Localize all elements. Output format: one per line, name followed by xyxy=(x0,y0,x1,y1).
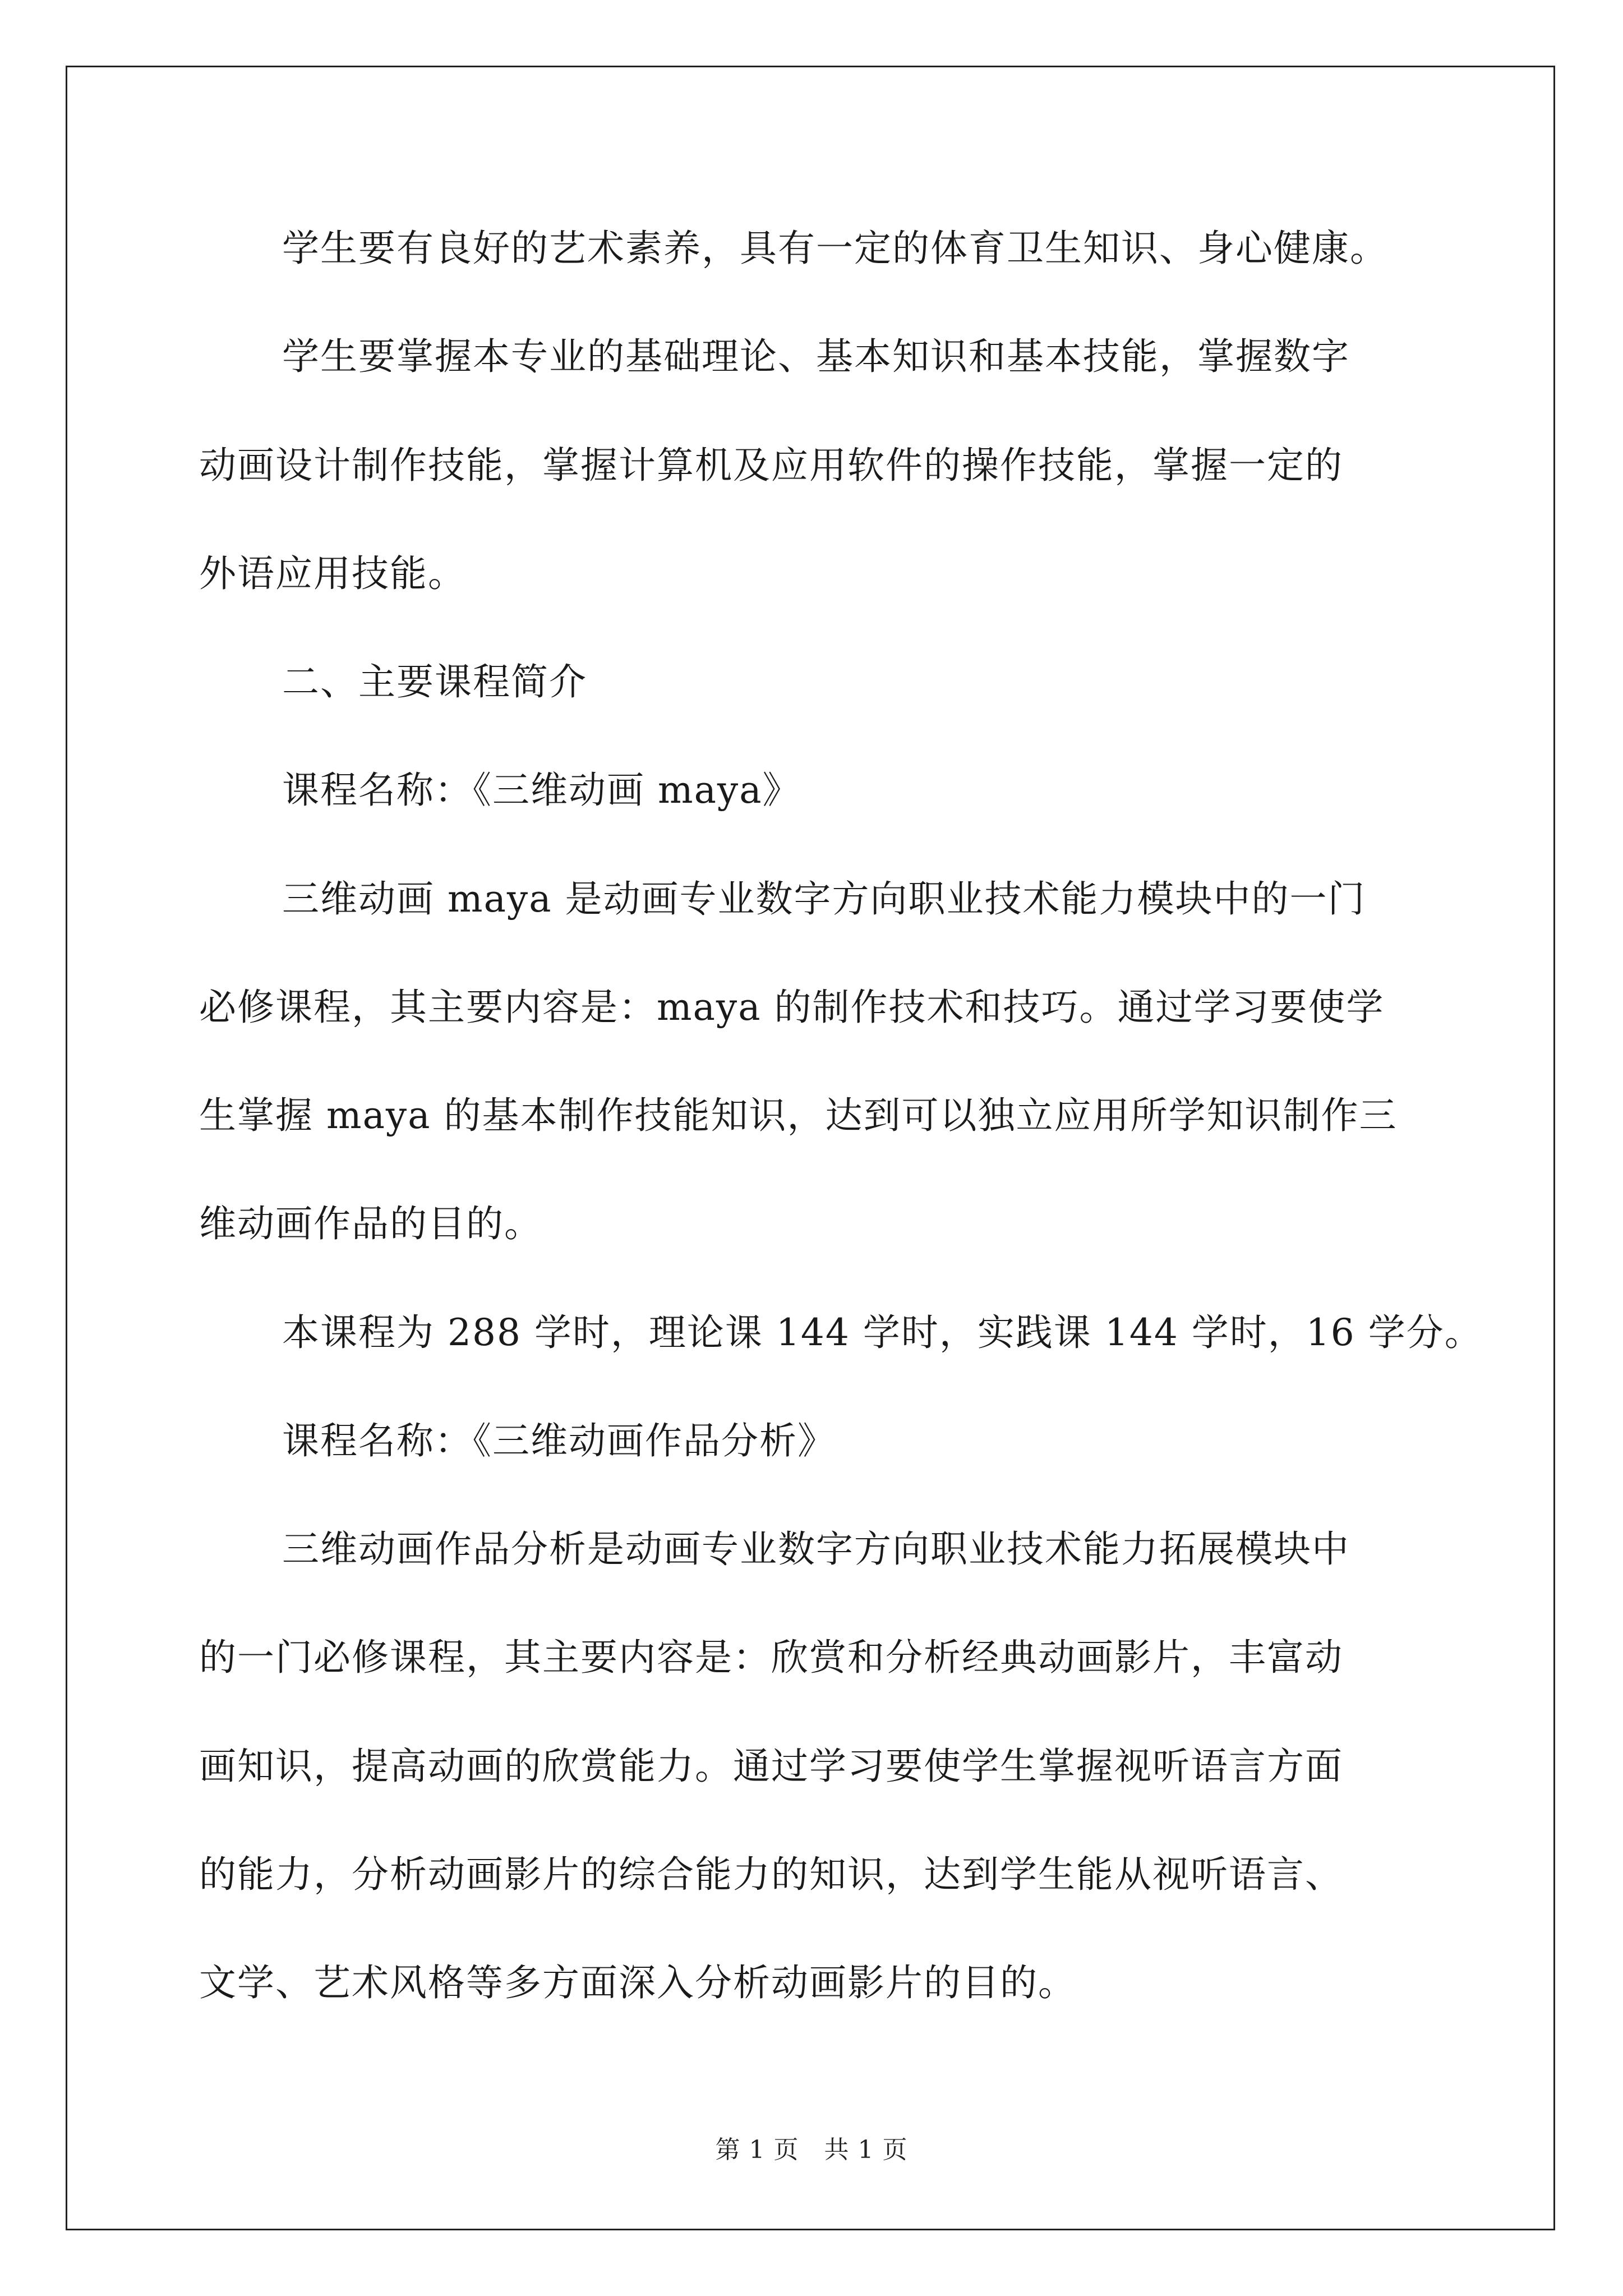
paragraph-line: 必修课程，其主要内容是：maya 的制作技术和技巧。通过学习要使学 xyxy=(199,986,1385,1029)
paragraph-line: 维动画作品的目的。 xyxy=(199,1202,542,1245)
paragraph-line: 三维动画作品分析是动画专业数字方向职业技术能力拓展模块中 xyxy=(282,1527,1350,1571)
paragraph-line: 动画设计制作技能，掌握计算机及应用软件的操作技能，掌握一定的 xyxy=(199,444,1343,487)
paragraph-line: 文学、艺术风格等多方面深入分析动画影片的目的。 xyxy=(199,1961,1076,2004)
paragraph-line: 本课程为 288 学时，理论课 144 学时，实践课 144 学时，16 学分。 xyxy=(282,1311,1483,1354)
section-heading: 二、主要课程简介 xyxy=(282,660,587,703)
paragraph-line: 学生要掌握本专业的基础理论、基本知识和基本技能，掌握数字 xyxy=(282,335,1350,378)
paragraph-line: 三维动画 maya 是动画专业数字方向职业技术能力模块中的一门 xyxy=(282,877,1366,921)
paragraph-line: 生掌握 maya 的基本制作技能知识，达到可以独立应用所学知识制作三 xyxy=(199,1094,1398,1137)
paragraph-line: 画知识，提高动画的欣赏能力。通过学习要使学生掌握视听语言方面 xyxy=(199,1745,1343,1788)
page-footer: 第 1 页 共 1 页 xyxy=(715,2136,908,2164)
paragraph-line: 的一门必修课程，其主要内容是：欣赏和分析经典动画影片，丰富动 xyxy=(199,1636,1343,1679)
paragraph-line: 外语应用技能。 xyxy=(199,552,466,595)
page-border xyxy=(66,66,1555,2230)
paragraph-line: 学生要有良好的艺术素养，具有一定的体育卫生知识、身心健康。 xyxy=(282,227,1388,270)
course-title: 课程名称：《三维动画 maya》 xyxy=(282,769,801,812)
course-title: 课程名称：《三维动画作品分析》 xyxy=(282,1419,836,1462)
paragraph-line: 的能力，分析动画影片的综合能力的知识，达到学生能从视听语言、 xyxy=(199,1853,1343,1896)
